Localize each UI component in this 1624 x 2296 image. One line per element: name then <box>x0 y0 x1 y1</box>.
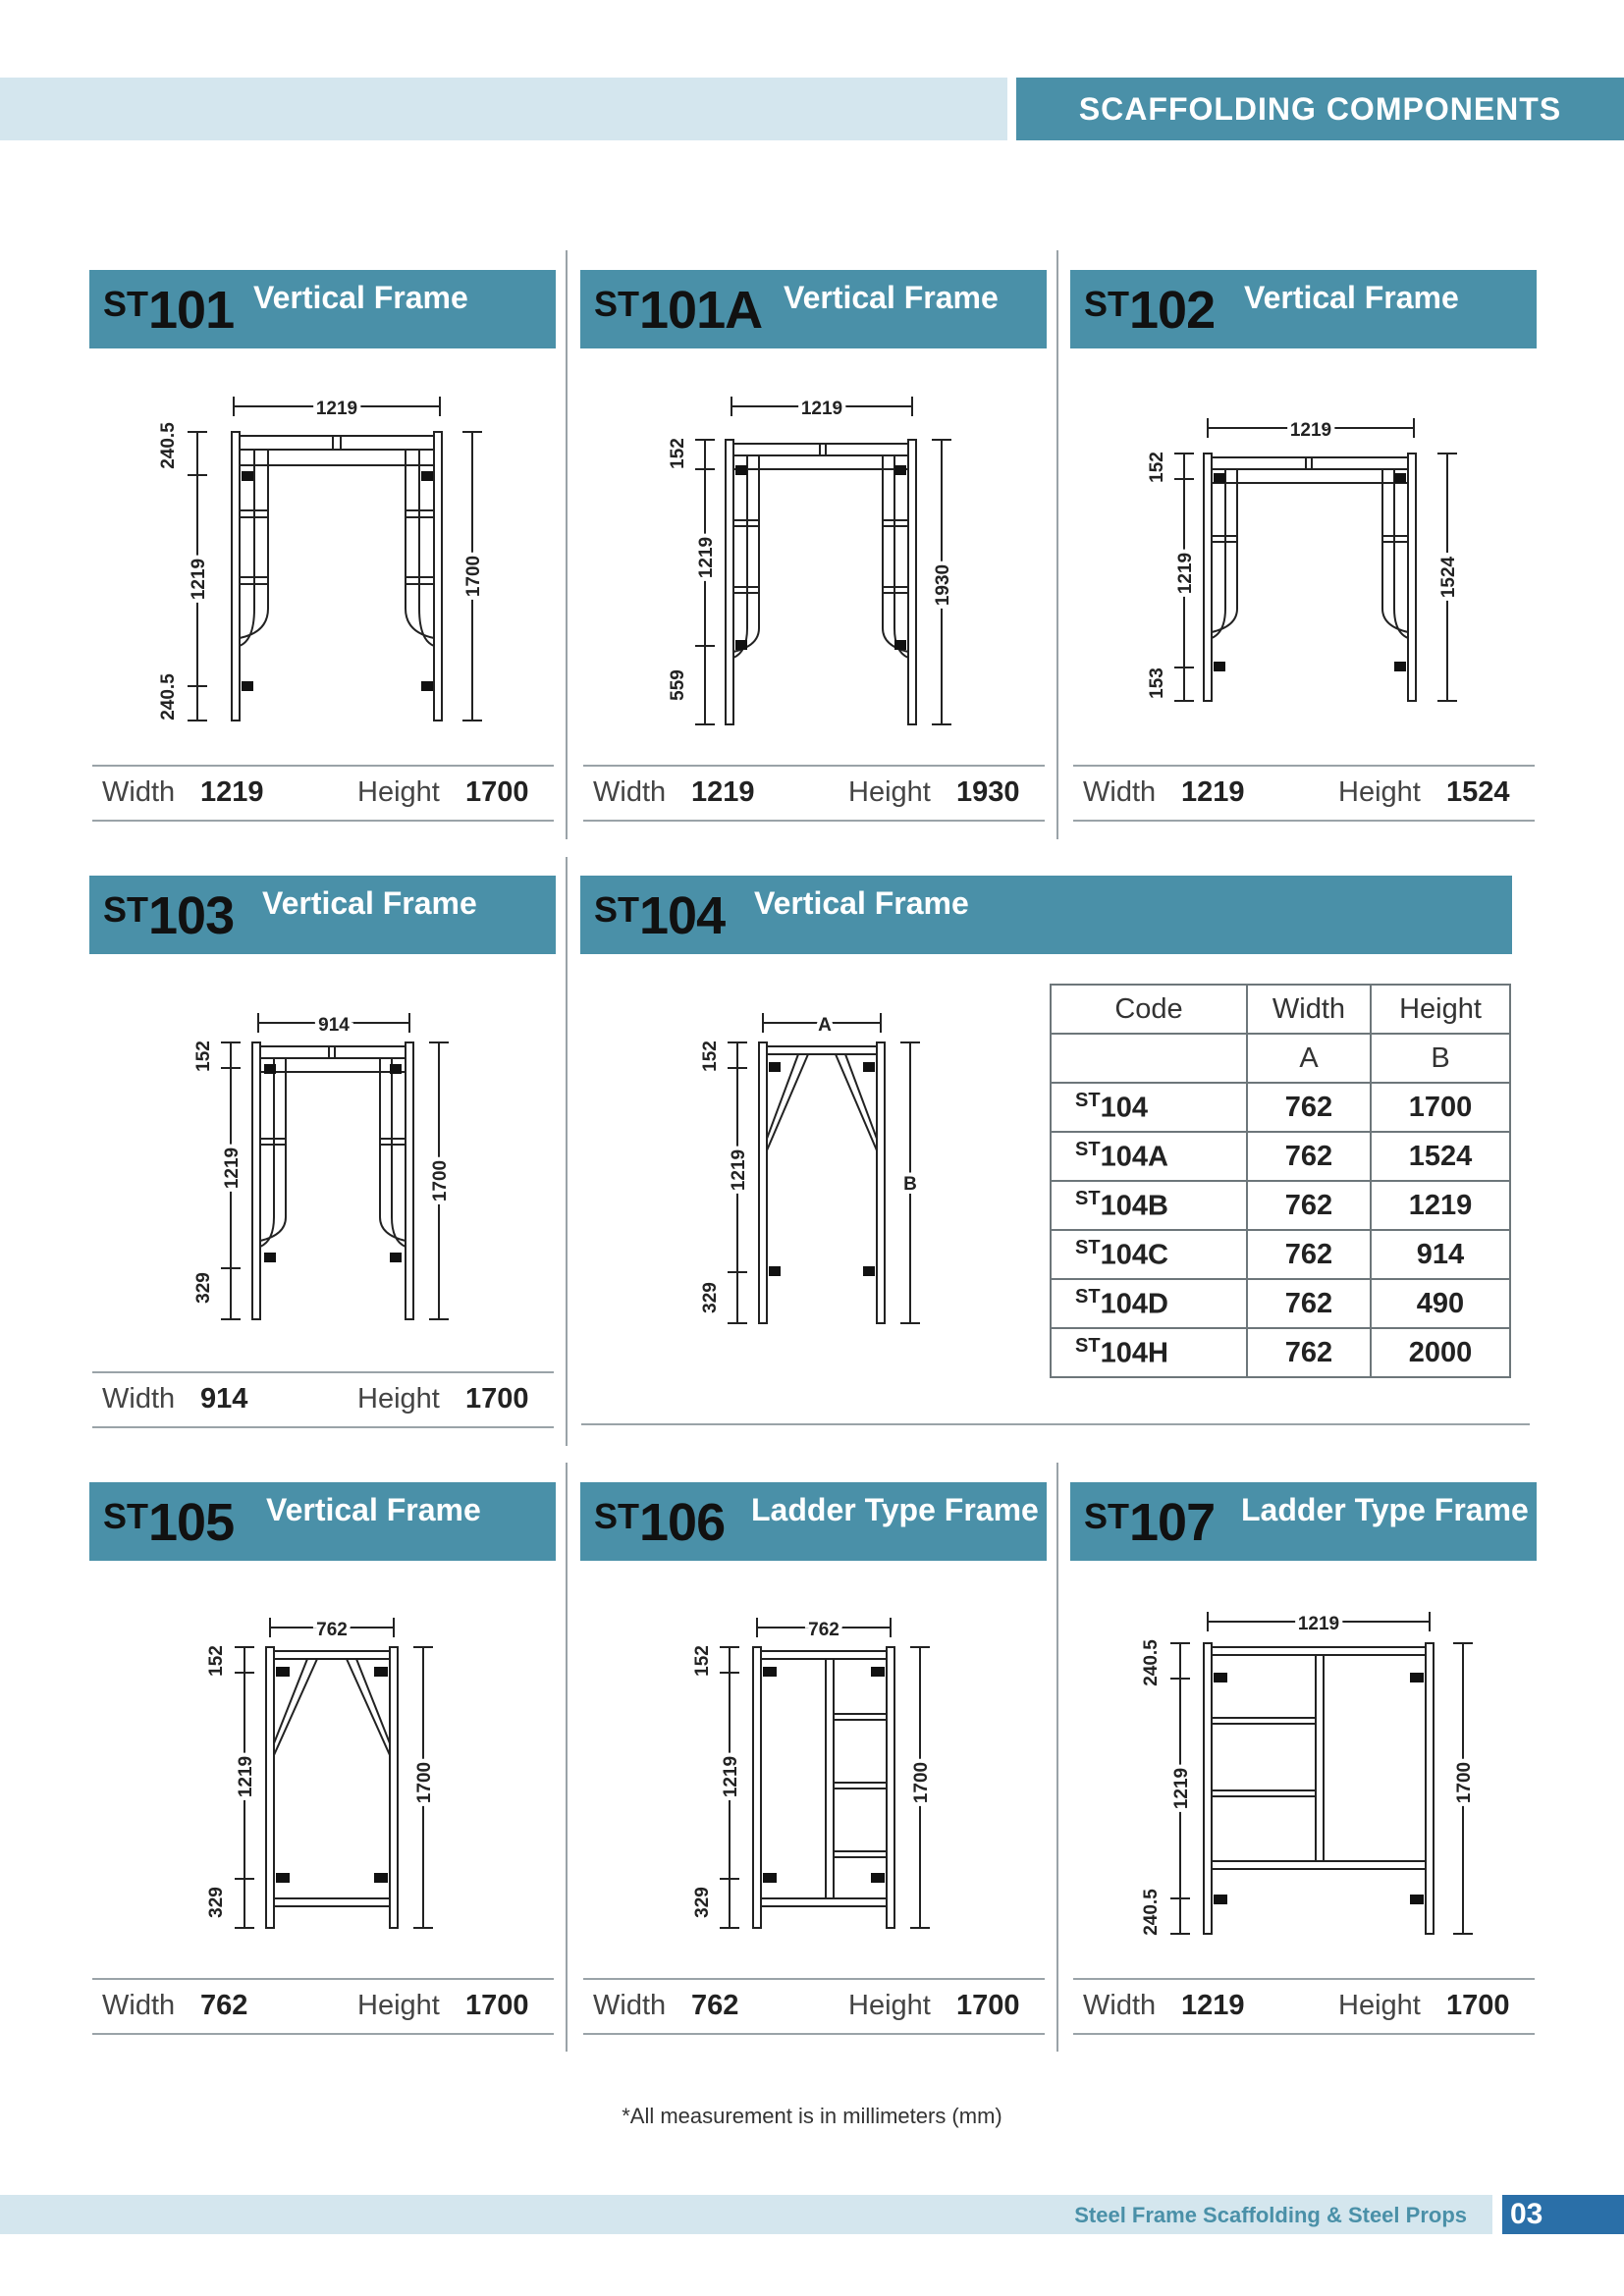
card-header-st107 <box>1070 1482 1537 1561</box>
column-divider <box>566 857 568 1446</box>
product-type: Vertical Frame <box>266 1492 481 1527</box>
table-row: $^{ST}$104C 762 914 <box>1051 1230 1510 1279</box>
measurement-note: *All measurement is in millimeters (mm) <box>622 2104 1002 2128</box>
table-row: $^{ST}$104B 762 1219 <box>1051 1181 1510 1230</box>
svg-text:240.5: 240.5 <box>158 673 179 721</box>
card-dimensions-st103: Width 914 Height 1700 <box>92 1371 554 1428</box>
table-row: $^{ST}$104 762 1700 <box>1051 1083 1510 1132</box>
product-type: Ladder Type Frame <box>1241 1492 1529 1527</box>
svg-text:762: 762 <box>808 1620 839 1640</box>
svg-text:152: 152 <box>668 438 688 469</box>
table-subheader-row <box>1051 1034 1510 1083</box>
svg-text:1219: 1219 <box>729 1148 749 1192</box>
section-title: SCAFFOLDING COMPONENTS <box>1016 78 1624 140</box>
card-dimensions-st101a: Width 1219 Height 1930 <box>583 765 1045 822</box>
frame-diagram-st104 <box>580 991 1012 1345</box>
product-code: ST105 <box>103 1493 235 1552</box>
table-header-width: Width <box>1247 985 1371 1034</box>
row-divider <box>581 1423 1530 1425</box>
product-type: Vertical Frame <box>262 885 477 921</box>
card-header-st103 <box>89 876 556 954</box>
svg-text:329: 329 <box>700 1282 721 1313</box>
frame-diagram-st105 <box>89 1600 556 1953</box>
frame-diagram-st107 <box>1070 1600 1537 1953</box>
column-divider <box>566 250 568 839</box>
svg-text:1219: 1219 <box>800 399 843 419</box>
svg-text:559: 559 <box>668 669 688 701</box>
card-dimensions-st102: Width 1219 Height 1524 <box>1073 765 1535 822</box>
svg-text:152: 152 <box>193 1041 214 1072</box>
svg-text:1700: 1700 <box>463 555 484 598</box>
product-code: ST101A <box>594 281 763 340</box>
frame-diagram-st101a <box>580 383 1047 736</box>
svg-text:329: 329 <box>206 1887 227 1918</box>
card-header-st106 <box>580 1482 1047 1561</box>
svg-text:914: 914 <box>318 1015 350 1036</box>
card-header-st105 <box>89 1482 556 1561</box>
product-code: ST107 <box>1084 1493 1216 1552</box>
product-type: Ladder Type Frame <box>751 1492 1039 1527</box>
svg-text:1524: 1524 <box>1438 556 1459 599</box>
table-header-row <box>1051 985 1510 1034</box>
product-type: Vertical Frame <box>253 280 468 315</box>
svg-text:152: 152 <box>692 1645 713 1677</box>
table-subheader-a: A <box>1247 1034 1371 1083</box>
table-row: $^{ST}$104H 762 2000 <box>1051 1328 1510 1377</box>
product-code: ST102 <box>1084 281 1216 340</box>
svg-text:1700: 1700 <box>430 1159 451 1202</box>
svg-text:152: 152 <box>206 1645 227 1677</box>
svg-text:1219: 1219 <box>222 1147 243 1190</box>
svg-text:1219: 1219 <box>1289 420 1332 441</box>
svg-text:152: 152 <box>1147 452 1167 483</box>
page-number: 03 <box>1502 2195 1624 2234</box>
product-type: Vertical Frame <box>1244 280 1459 315</box>
product-code: ST106 <box>594 1493 726 1552</box>
svg-text:1930: 1930 <box>933 563 953 607</box>
card-header-st101 <box>89 270 556 348</box>
column-divider <box>1056 1463 1058 2052</box>
svg-text:329: 329 <box>193 1272 214 1304</box>
product-code: ST103 <box>103 886 235 945</box>
svg-text:1219: 1219 <box>1297 1614 1340 1634</box>
frame-diagram-st102 <box>1070 383 1537 736</box>
card-dimensions-st107: Width 1219 Height 1700 <box>1073 1978 1535 2035</box>
svg-text:152: 152 <box>700 1041 721 1072</box>
svg-text:1700: 1700 <box>414 1761 435 1804</box>
svg-text:1219: 1219 <box>721 1755 741 1798</box>
product-code: ST104 <box>594 886 726 945</box>
svg-text:A: A <box>818 1015 832 1036</box>
card-dimensions-st101: Width 1219 Height 1700 <box>92 765 554 822</box>
svg-text:153: 153 <box>1147 667 1167 699</box>
svg-text:1219: 1219 <box>236 1755 256 1798</box>
card-header-st102 <box>1070 270 1537 348</box>
svg-text:1219: 1219 <box>696 536 717 579</box>
svg-text:B: B <box>903 1174 917 1195</box>
column-divider <box>566 1463 568 2052</box>
svg-text:240.5: 240.5 <box>1141 1889 1162 1936</box>
svg-text:1219: 1219 <box>315 399 358 419</box>
card-header-st101a <box>580 270 1047 348</box>
svg-text:762: 762 <box>316 1620 348 1640</box>
card-dimensions-st105: Width 762 Height 1700 <box>92 1978 554 2035</box>
table-header-height: Height <box>1371 985 1510 1034</box>
svg-text:1219: 1219 <box>1175 552 1196 595</box>
product-type: Vertical Frame <box>754 885 969 921</box>
svg-text:240.5: 240.5 <box>1141 1639 1162 1686</box>
table-row: $^{ST}$104A 762 1524 <box>1051 1132 1510 1181</box>
st104-spec-table <box>1050 984 1511 1378</box>
svg-text:240.5: 240.5 <box>158 422 179 469</box>
frame-diagram-st101 <box>89 383 556 736</box>
table-header-code: Code <box>1051 985 1247 1034</box>
table-row: $^{ST}$104D 762 490 <box>1051 1279 1510 1328</box>
card-header-st104 <box>580 876 1512 954</box>
frame-diagram-st106 <box>580 1600 1047 1953</box>
svg-text:1219: 1219 <box>1171 1767 1192 1810</box>
product-code: ST101 <box>103 281 235 340</box>
svg-text:329: 329 <box>692 1887 713 1918</box>
svg-text:1700: 1700 <box>1454 1761 1475 1804</box>
footer-title: Steel Frame Scaffolding & Steel Props <box>1074 2203 1467 2227</box>
table-subheader-b: B <box>1371 1034 1510 1083</box>
frame-diagram-st103 <box>89 991 556 1345</box>
svg-text:1219: 1219 <box>189 558 209 601</box>
product-type: Vertical Frame <box>784 280 999 315</box>
card-dimensions-st106: Width 762 Height 1700 <box>583 1978 1045 2035</box>
header-bar-left <box>0 78 1007 140</box>
column-divider <box>1056 250 1058 839</box>
svg-text:1700: 1700 <box>911 1761 932 1804</box>
